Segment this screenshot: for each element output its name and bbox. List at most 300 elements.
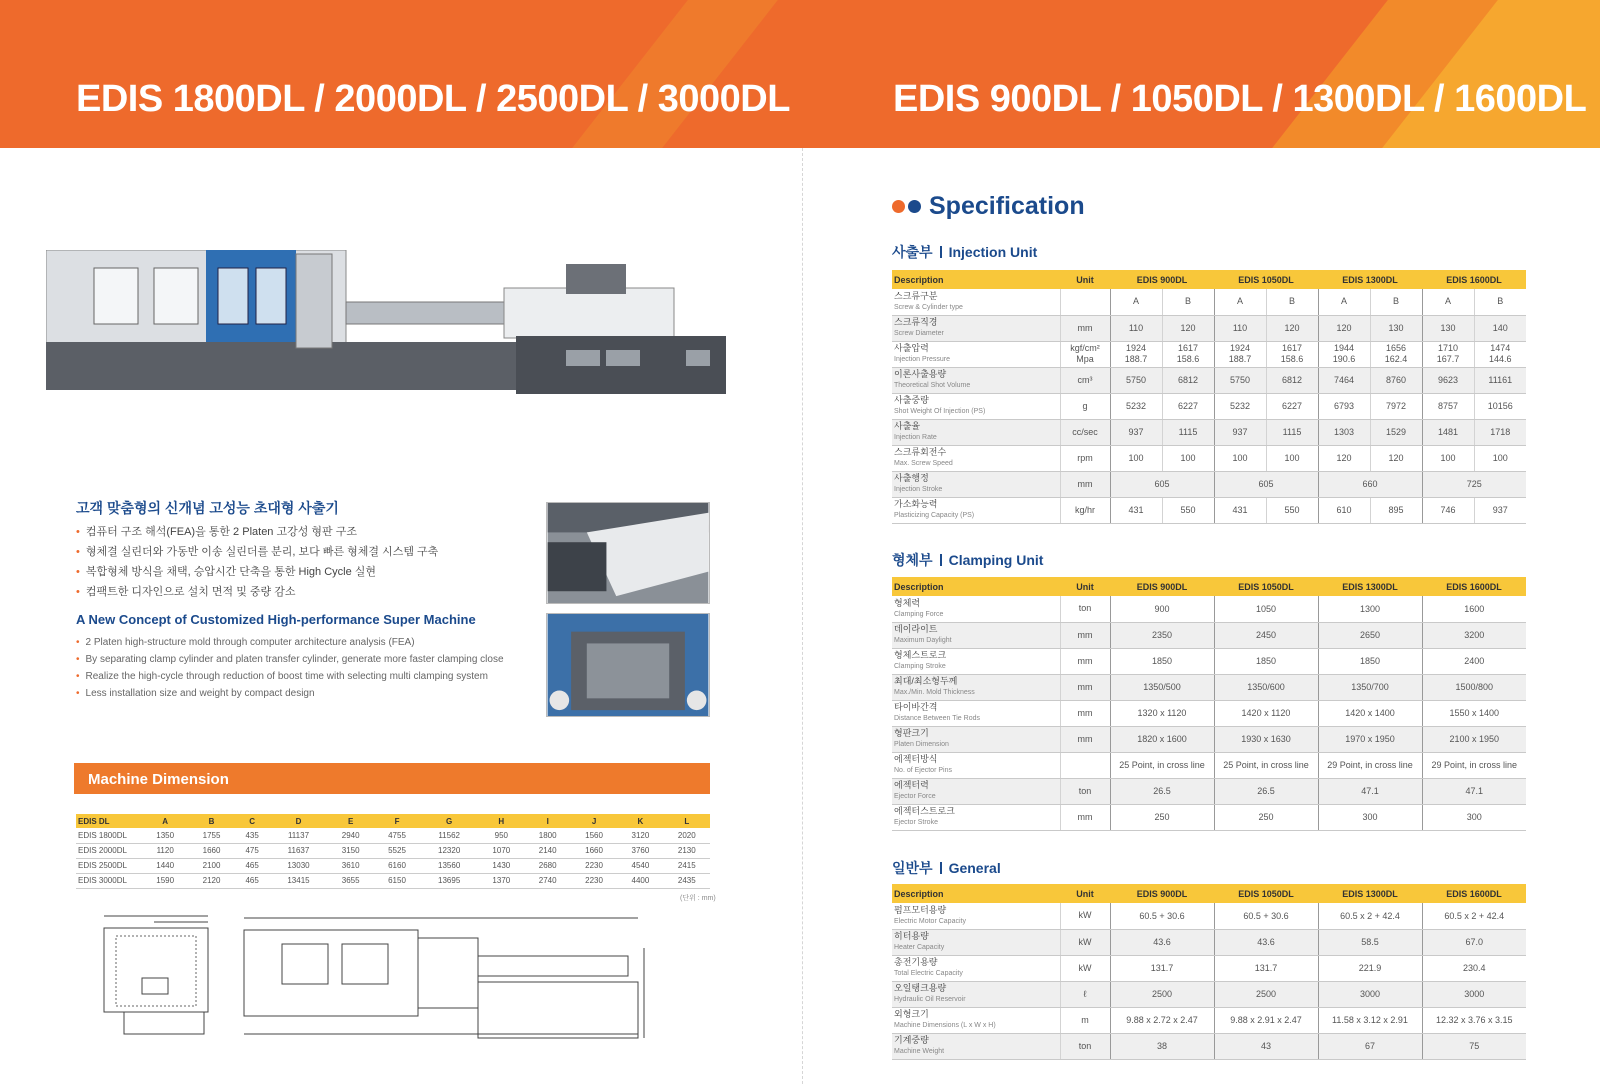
value-cell: 250 [1110, 804, 1214, 830]
value-cell: 5750 [1110, 367, 1162, 393]
table-cell: 465 [235, 858, 270, 873]
value-cell: 120 [1162, 315, 1214, 341]
description-cell [892, 315, 1060, 341]
description-ko: 펌프모터용량 [894, 904, 947, 915]
table-row [892, 1007, 1526, 1033]
unit-cell: g [1060, 393, 1110, 419]
value-cell: 60.5 + 30.6 [1110, 903, 1214, 929]
table-row [892, 497, 1526, 523]
description-cell [892, 804, 1060, 830]
table-cell: 2415 [664, 858, 710, 873]
value-cell: 1300 [1318, 596, 1422, 622]
value-cell: 1350/600 [1214, 674, 1318, 700]
list-item: • 컴팩트한 디자인으로 설치 면적 및 중량 감소 [76, 582, 438, 602]
value-cell: 1115 [1162, 419, 1214, 445]
value-cell: 2650 [1318, 622, 1422, 648]
value-cell: 937 [1474, 497, 1526, 523]
description-cell [892, 419, 1060, 445]
unit-cell: mm [1060, 622, 1110, 648]
table-cell: 1755 [188, 828, 234, 843]
value-cell: 60.5 x 2 + 42.4 [1422, 903, 1526, 929]
table-header-row [892, 270, 1526, 289]
table-cell: 2120 [188, 873, 234, 888]
value-cell: 43 [1214, 1033, 1318, 1059]
value-cell: A [1214, 289, 1266, 315]
value-cell: 1550 x 1400 [1422, 700, 1526, 726]
value-cell: 6812 [1162, 367, 1214, 393]
value-cell: 100 [1162, 445, 1214, 471]
value-cell: 1924 188.7 [1110, 341, 1162, 367]
value-cell: 6227 [1266, 393, 1318, 419]
description-en: Distance Between Tie Rods [894, 715, 980, 722]
value-cell: 250 [1214, 804, 1318, 830]
injection-unit-table [892, 270, 1526, 524]
description-ko: 에젝터력 [894, 780, 929, 790]
table-cell: 4400 [617, 873, 663, 888]
header-band [0, 0, 1600, 148]
table-cell: 1660 [188, 843, 234, 858]
description-en: Max./Min. Mold Thickness [894, 689, 975, 696]
value-cell: 11.58 x 3.12 x 2.91 [1318, 1007, 1422, 1033]
value-cell: 2500 [1214, 981, 1318, 1007]
description-ko: 에젝터스트로크 [894, 806, 955, 816]
value-cell: 131.7 [1110, 955, 1214, 981]
unit-cell: mm [1060, 804, 1110, 830]
model-header: EDIS 900DL [1110, 884, 1214, 903]
list-item: • Realize the high-cycle through reduction of boost time with selecting multi clamping system [76, 668, 504, 685]
table-row [892, 471, 1526, 497]
unit-header: Unit [1060, 884, 1110, 903]
section-title-ko: 형체부 [892, 552, 933, 568]
description-ko: 가소화능력 [894, 499, 938, 509]
description-en: Hydraulic Oil Reservoir [894, 996, 966, 1003]
description-en: Injection Stroke [894, 486, 943, 493]
value-cell: 10156 [1474, 393, 1526, 419]
value-cell: 2350 [1110, 622, 1214, 648]
machine-dimension-table [76, 814, 710, 889]
value-cell: 8757 [1422, 393, 1474, 419]
description-ko: 사출행정 [894, 473, 929, 483]
description-cell [892, 981, 1060, 1007]
unit-cell: mm [1060, 674, 1110, 700]
description-ko: 스크류직경 [894, 317, 938, 327]
value-cell: 300 [1422, 804, 1526, 830]
value-cell: 610 [1318, 497, 1370, 523]
injection-unit-heading [892, 242, 1037, 262]
value-cell: 1710 167.7 [1422, 341, 1474, 367]
table-cell: 1120 [142, 843, 188, 858]
table-cell: 3150 [327, 843, 373, 858]
unit-cell: rpm [1060, 445, 1110, 471]
unit-cell: mm [1060, 726, 1110, 752]
table-row [892, 315, 1526, 341]
specification-title: Specification [929, 192, 1085, 220]
table-row [892, 393, 1526, 419]
description-en: Maximum Daylight [894, 637, 952, 644]
model-header: EDIS 1600DL [1422, 884, 1526, 903]
description-cell [892, 674, 1060, 700]
description-ko: 형체스트로크 [894, 650, 947, 660]
table-cell: EDIS 2000DL [76, 843, 142, 858]
value-cell: 660 [1318, 471, 1422, 497]
value-cell: 1820 x 1600 [1110, 726, 1214, 752]
value-cell: 937 [1110, 419, 1162, 445]
description-cell [892, 289, 1060, 315]
feature-title-ko: 고객 맞춤형의 신개념 고성능 초대형 사출기 [76, 500, 339, 516]
description-ko: 이론사출용량 [894, 369, 947, 379]
table-cell: 3120 [617, 828, 663, 843]
description-en: Ejector Stroke [894, 819, 938, 826]
value-cell: 25 Point, in cross line [1214, 752, 1318, 778]
table-row [76, 873, 710, 888]
table-cell: 2680 [525, 858, 571, 873]
description-en: Injection Rate [894, 434, 937, 441]
unit-cell: mm [1060, 315, 1110, 341]
model-header: EDIS 1050DL [1214, 577, 1318, 596]
value-cell: B [1370, 289, 1422, 315]
description-en: Machine Weight [894, 1048, 945, 1055]
description-en: Ejector Force [894, 793, 936, 800]
machine-dimension-title: Machine Dimension [88, 771, 229, 788]
description-en: Theoretical Shot Volume [894, 382, 971, 389]
description-en: Machine Dimensions (L x W x H) [894, 1022, 996, 1029]
table-header-cell: L [664, 814, 710, 828]
table-row [892, 955, 1526, 981]
left-page-title: EDIS 1800DL / 2000DL / 2500DL / 3000DL [76, 78, 790, 120]
table-cell: 1070 [478, 843, 524, 858]
unit-cell: m [1060, 1007, 1110, 1033]
table-cell: 1590 [142, 873, 188, 888]
value-cell: 110 [1214, 315, 1266, 341]
divider [940, 862, 942, 874]
value-cell: 550 [1266, 497, 1318, 523]
value-cell: A [1110, 289, 1162, 315]
value-cell: 3000 [1318, 981, 1422, 1007]
value-cell: 1970 x 1950 [1318, 726, 1422, 752]
description-ko: 최대/최소형두께 [894, 676, 958, 686]
section-title-en: Clamping Unit [948, 552, 1044, 568]
value-cell: 605 [1110, 471, 1214, 497]
value-cell: 120 [1266, 315, 1318, 341]
table-row [892, 804, 1526, 830]
model-header: EDIS 1600DL [1422, 577, 1526, 596]
table-cell: 11137 [270, 828, 328, 843]
value-cell: 26.5 [1214, 778, 1318, 804]
table-cell: 475 [235, 843, 270, 858]
clamping-unit-heading [892, 550, 1043, 570]
section-title-en: General [948, 860, 1001, 876]
divider [940, 554, 942, 566]
value-cell: 7972 [1370, 393, 1422, 419]
description-ko: 사출압력 [894, 343, 929, 353]
unit-cell: kgf/cm² Mpa [1060, 341, 1110, 367]
table-header-cell: H [478, 814, 524, 828]
table-cell: 6150 [374, 873, 420, 888]
description-cell [892, 497, 1060, 523]
table-cell: EDIS 3000DL [76, 873, 142, 888]
description-en: Clamping Stroke [894, 663, 946, 670]
table-row [892, 596, 1526, 622]
model-header: EDIS 1050DL [1214, 270, 1318, 289]
table-cell: 2140 [525, 843, 571, 858]
value-cell: 47.1 [1422, 778, 1526, 804]
value-cell: 67 [1318, 1033, 1422, 1059]
value-cell: 6793 [1318, 393, 1370, 419]
value-cell: B [1474, 289, 1526, 315]
table-cell: 11637 [270, 843, 328, 858]
list-item: • By separating clamp cylinder and platen transfer cylinder, generate more faster clamping close [76, 651, 504, 668]
table-cell: 1430 [478, 858, 524, 873]
unit-cell [1060, 289, 1110, 315]
table-row [892, 929, 1526, 955]
table-cell: 2230 [571, 858, 617, 873]
value-cell: 60.5 + 30.6 [1214, 903, 1318, 929]
table-row [892, 445, 1526, 471]
value-cell: 140 [1474, 315, 1526, 341]
table-header-cell: B [188, 814, 234, 828]
unit-cell [1060, 752, 1110, 778]
value-cell: 221.9 [1318, 955, 1422, 981]
table-row [892, 289, 1526, 315]
value-cell: 1617 158.6 [1266, 341, 1318, 367]
value-cell: 9623 [1422, 367, 1474, 393]
value-cell: 1617 158.6 [1162, 341, 1214, 367]
value-cell: 9.88 x 2.72 x 2.47 [1110, 1007, 1214, 1033]
value-cell: 6227 [1162, 393, 1214, 419]
feature-list-ko [76, 522, 438, 602]
table-row [892, 1033, 1526, 1059]
value-cell: 5750 [1214, 367, 1266, 393]
table-header-cell: EDIS DL [76, 814, 142, 828]
table-header-cell: I [525, 814, 571, 828]
table-cell: 2100 [188, 858, 234, 873]
value-cell: 29 Point, in cross line [1318, 752, 1422, 778]
value-cell: 11161 [1474, 367, 1526, 393]
description-en: Clamping Force [894, 610, 944, 618]
table-header-row [892, 884, 1526, 903]
table-row [892, 674, 1526, 700]
value-cell: 5232 [1110, 393, 1162, 419]
description-ko: 스크류회전수 [894, 447, 947, 457]
orange-dot-icon [892, 200, 905, 213]
list-item: • 2 Platen high-structure mold through computer architecture analysis (FEA) [76, 634, 504, 651]
clamping-unit-table [892, 577, 1526, 831]
value-cell: 2400 [1422, 648, 1526, 674]
description-cell [892, 471, 1060, 497]
table-cell: 2130 [664, 843, 710, 858]
unit-cell: mm [1060, 471, 1110, 497]
table-row [76, 843, 710, 858]
dimension-drawing [94, 908, 704, 1058]
value-cell: 1944 190.6 [1318, 341, 1370, 367]
description-en: Max. Screw Speed [894, 460, 953, 467]
value-cell: 2100 x 1950 [1422, 726, 1526, 752]
description-ko: 히터용량 [894, 931, 929, 941]
description-ko: 사출중량 [894, 395, 929, 405]
table-header-cell: D [270, 814, 328, 828]
value-cell: B [1266, 289, 1318, 315]
model-header: EDIS 1300DL [1318, 577, 1422, 596]
description-cell [892, 1033, 1060, 1059]
unit-cell: ton [1060, 1033, 1110, 1059]
table-cell: 13415 [270, 873, 328, 888]
value-cell: 100 [1110, 445, 1162, 471]
value-cell: 5232 [1214, 393, 1266, 419]
value-cell: 100 [1214, 445, 1266, 471]
model-header: EDIS 900DL [1110, 270, 1214, 289]
feature-list-en [76, 634, 504, 702]
machine-dimension-bar [74, 763, 710, 794]
value-cell: 130 [1422, 315, 1474, 341]
value-cell: 110 [1110, 315, 1162, 341]
value-cell: 1303 [1318, 419, 1370, 445]
unit-cell: cc/sec [1060, 419, 1110, 445]
value-cell: 1474 144.6 [1474, 341, 1526, 367]
table-cell: 1560 [571, 828, 617, 843]
value-cell: 1718 [1474, 419, 1526, 445]
unit-header: Unit [1060, 270, 1110, 289]
value-cell: 900 [1110, 596, 1214, 622]
value-cell: 300 [1318, 804, 1422, 830]
value-cell: 1350/500 [1110, 674, 1214, 700]
description-cell [892, 752, 1060, 778]
value-cell: 43.6 [1214, 929, 1318, 955]
description-en: Shot Weight Of Injection (PS) [894, 408, 986, 415]
value-cell: 3000 [1422, 981, 1526, 1007]
model-header: EDIS 1300DL [1318, 270, 1422, 289]
value-cell: 3200 [1422, 622, 1526, 648]
value-cell: B [1162, 289, 1214, 315]
value-cell: 1850 [1214, 648, 1318, 674]
unit-cell: kW [1060, 929, 1110, 955]
description-en: Heater Capacity [894, 944, 945, 951]
value-cell: 1350/700 [1318, 674, 1422, 700]
description-header: Description [892, 884, 1060, 903]
description-ko: 스크류구분 [894, 290, 938, 301]
table-row [892, 981, 1526, 1007]
table-row [892, 419, 1526, 445]
description-cell [892, 700, 1060, 726]
unit-cell: mm [1060, 648, 1110, 674]
value-cell: 26.5 [1110, 778, 1214, 804]
value-cell: 120 [1318, 445, 1370, 471]
value-cell: 25 Point, in cross line [1110, 752, 1214, 778]
list-item: • 컴퓨터 구조 해석(FEA)을 통한 2 Platen 고강성 형판 구조 [76, 522, 438, 542]
table-row [892, 648, 1526, 674]
table-cell: 13560 [420, 858, 478, 873]
photo-mold [546, 613, 710, 717]
table-cell: 11562 [420, 828, 478, 843]
table-cell: 3655 [327, 873, 373, 888]
value-cell: 230.4 [1422, 955, 1526, 981]
value-cell: 1600 [1422, 596, 1526, 622]
description-en: No. of Ejector Pins [894, 767, 952, 774]
value-cell: 131.7 [1214, 955, 1318, 981]
table-cell: 1370 [478, 873, 524, 888]
unit-cell: kW [1060, 955, 1110, 981]
table-header-cell: J [571, 814, 617, 828]
unit-cell: ℓ [1060, 981, 1110, 1007]
table-cell: 5525 [374, 843, 420, 858]
value-cell: 605 [1214, 471, 1318, 497]
description-ko: 에젝터방식 [894, 754, 938, 764]
value-cell: 1850 [1110, 648, 1214, 674]
table-row [76, 858, 710, 873]
description-cell [892, 367, 1060, 393]
table-cell: 4755 [374, 828, 420, 843]
photo-platen [546, 502, 710, 604]
value-cell: 130 [1370, 315, 1422, 341]
description-en: Screw & Cylinder type [894, 303, 963, 311]
table-cell: 435 [235, 828, 270, 843]
description-ko: 형체력 [894, 597, 921, 608]
value-cell: 47.1 [1318, 778, 1422, 804]
table-cell: 4540 [617, 858, 663, 873]
description-ko: 총전기용량 [894, 957, 938, 967]
table-cell: 3610 [327, 858, 373, 873]
table-cell: 1440 [142, 858, 188, 873]
description-cell [892, 929, 1060, 955]
value-cell: 895 [1370, 497, 1422, 523]
value-cell: 120 [1318, 315, 1370, 341]
value-cell: 100 [1474, 445, 1526, 471]
description-en: Injection Pressure [894, 356, 951, 363]
value-cell: 38 [1110, 1033, 1214, 1059]
table-cell: 13030 [270, 858, 328, 873]
value-cell: 1320 x 1120 [1110, 700, 1214, 726]
page-fold-line [802, 148, 803, 1084]
table-header-cell: F [374, 814, 420, 828]
value-cell: 1050 [1214, 596, 1318, 622]
table-header-cell: E [327, 814, 373, 828]
model-header: EDIS 1600DL [1422, 270, 1526, 289]
value-cell: 1420 x 1120 [1214, 700, 1318, 726]
value-cell: 7464 [1318, 367, 1370, 393]
table-row [892, 341, 1526, 367]
unit-cell: kg/hr [1060, 497, 1110, 523]
table-cell: 465 [235, 873, 270, 888]
description-en: Plasticizing Capacity (PS) [894, 512, 975, 519]
table-cell: 3760 [617, 843, 663, 858]
value-cell: 1930 x 1630 [1214, 726, 1318, 752]
value-cell: 746 [1422, 497, 1474, 523]
model-header: EDIS 900DL [1110, 577, 1214, 596]
description-cell [892, 393, 1060, 419]
model-header: EDIS 1300DL [1318, 884, 1422, 903]
value-cell: 1481 [1422, 419, 1474, 445]
table-row [892, 778, 1526, 804]
value-cell: 9.88 x 2.91 x 2.47 [1214, 1007, 1318, 1033]
description-cell [892, 341, 1060, 367]
table-cell: 1660 [571, 843, 617, 858]
value-cell: 725 [1422, 471, 1526, 497]
specification-heading [892, 192, 1085, 221]
table-row [892, 903, 1526, 929]
table-cell: 2940 [327, 828, 373, 843]
dimension-unit-label: (단위 : mm) [680, 895, 716, 902]
value-cell: 2500 [1110, 981, 1214, 1007]
value-cell: A [1318, 289, 1370, 315]
feature-title-en: A New Concept of Customized High-performance Super Machine [76, 612, 476, 627]
value-cell: 2450 [1214, 622, 1318, 648]
table-cell: 2020 [664, 828, 710, 843]
list-item: • 복합형체 방식을 채택, 승압시간 단축을 통한 High Cycle 실현 [76, 562, 438, 582]
value-cell: 58.5 [1318, 929, 1422, 955]
value-cell: 120 [1370, 445, 1422, 471]
value-cell: 1656 162.4 [1370, 341, 1422, 367]
value-cell: 1850 [1318, 648, 1422, 674]
table-cell: 12320 [420, 843, 478, 858]
